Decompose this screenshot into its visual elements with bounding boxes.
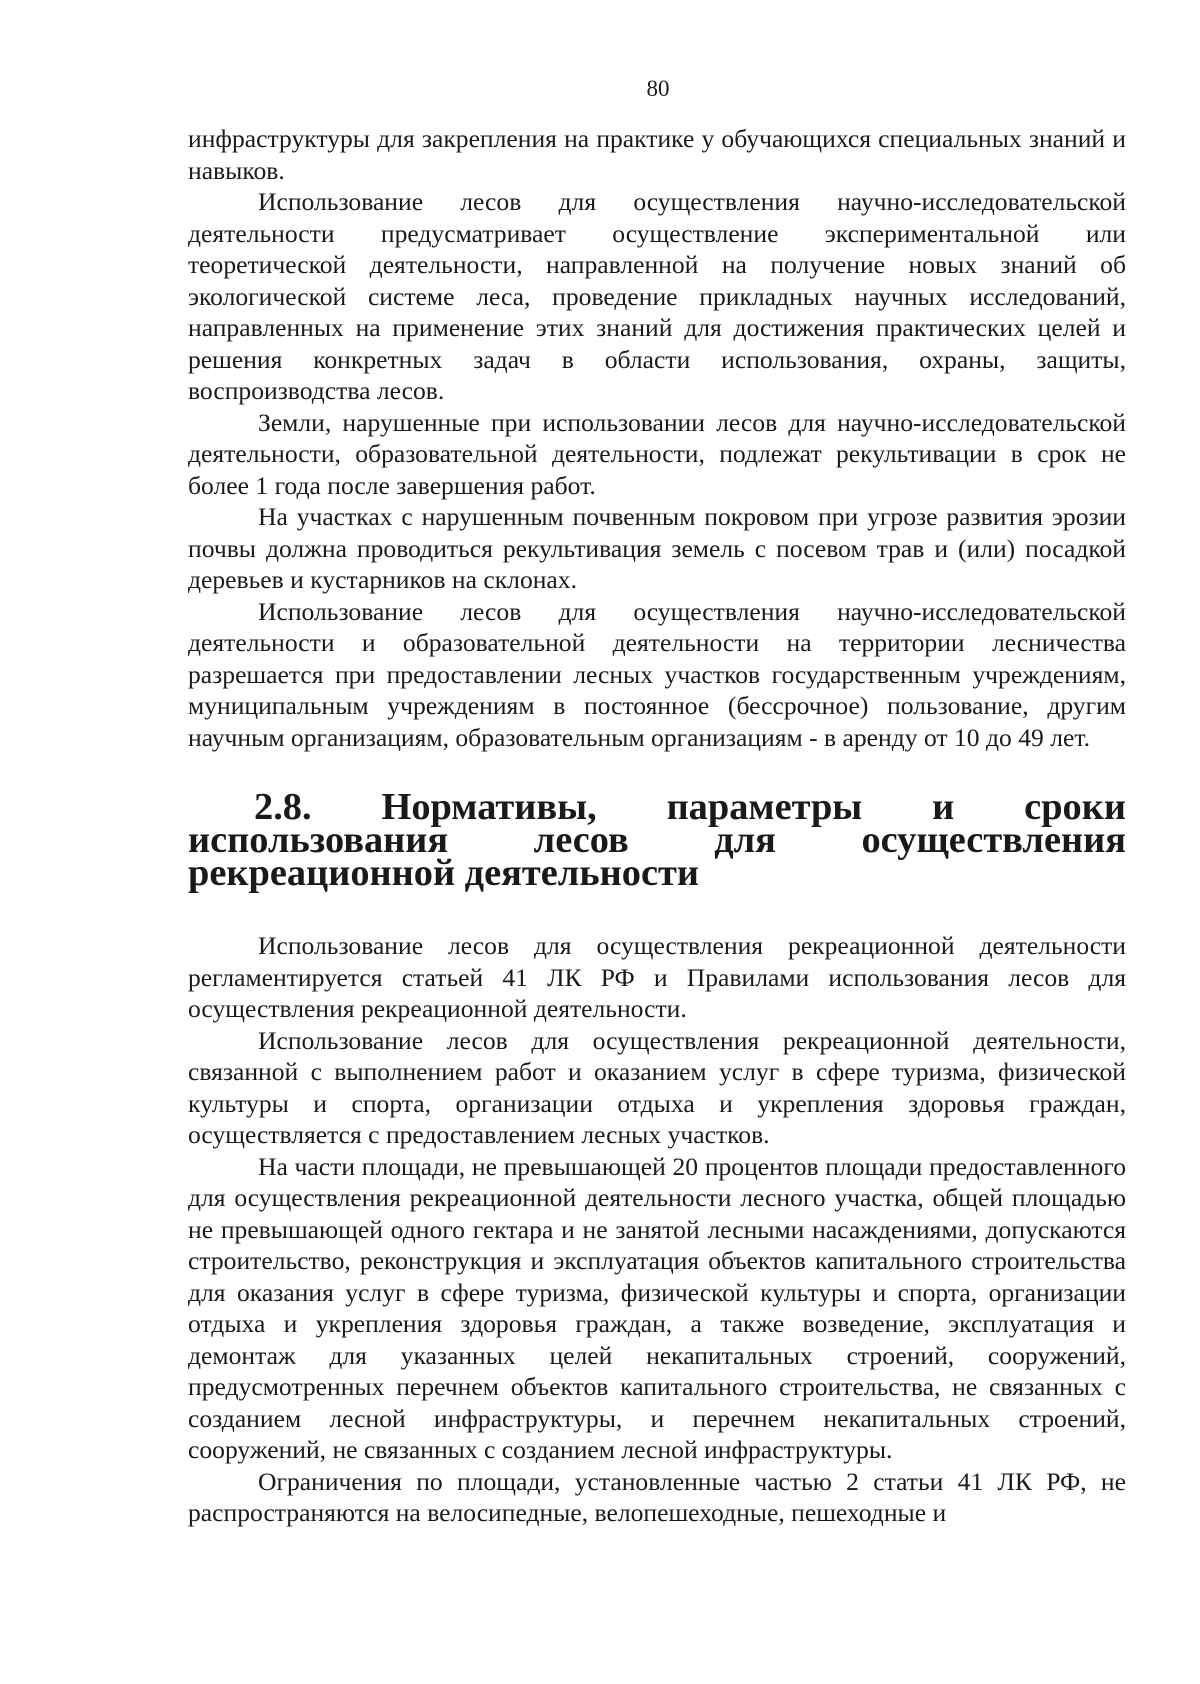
paragraph-plot-provision: Использование лесов для осуществления научно-исследовательской деятельности и образовательной деятельности на территории лесничества разрешается при предоставлении лесных участков государственным учреждениям, муниципальным учреждениям в постоянное (бессрочное) пользование, другим научным организациям, образовательным организациям - в аренду от 10 до 49 лет. [188,596,1126,752]
paragraph-area-restrictions: Ограничения по площади, установленные частью 2 статьи 41 ЛК РФ, не распространяются на велосипедные, велопешеходные, пешеходные и [188,1466,1126,1527]
paragraph-recreation-regulation: Использование лесов для осуществления рекреационной деятельности регламентируется статьей 41 ЛК РФ и Правилами использования лесов для осуществления рекреационной деятельности. [188,931,1126,1023]
paragraph-construction-limits: На части площади, не превышающей 20 процентов площади предоставленного для осуществления рекреационной деятельности лесного участка, общей площадью не превышающей одного гектара и не занятой лесными насаждениями, допускаются строительство, реконструкция и эксплуатация объектов капитального строительства для оказания услуг в сфере туризма, физической культуры и спорта, организации отдыха и укрепления здоровья граждан, а также возведение, эксплуатация и демонтаж для указанных целей некапитальных строений, сооружений, предусмотренных перечнем объектов капитального строительства, не связанных с созданием лесной инфраструктуры, и перечнем некапитальных строений, сооружений, не связанных с созданием лесной инфраструктуры. [188,1151,1126,1464]
document-body [188,123,1126,1529]
page-number: 80 [646,76,670,101]
paragraph-soil-erosion: На участках с нарушенным почвенным покровом при угрозе развития эрозии почвы должна проводиться рекультивация земель с посевом трав и (или) посадкой деревьев и кустарников на склонах. [188,502,1126,594]
paragraph-research-use: Использование лесов для осуществления научно-исследовательской деятельности предусматривает осуществление экспериментальной или теоретической деятельности, направленной на получение новых знаний об экологической системе леса, проведение прикладных научных исследований, направленных на применение этих знаний для достижения практических целей и решения конкретных задач в области использования, охраны, защиты, воспроизводства лесов. [188,187,1126,405]
section-heading: 2.8. Нормативы, параметры и сроки использования лесов для осуществления рекреационной деятельности [188,786,1126,894]
paragraph-recreation-services: Использование лесов для осуществления рекреационной деятельности, связанной с выполнением работ и оказанием услуг в сфере туризма, физической культуры и спорта, организации отдыха и укрепления здоровья граждан, осуществляется с предоставлением лесных участков. [188,1025,1126,1149]
paragraph-continuation: инфраструктуры для закрепления на практике у обучающихся специальных знаний и навыков. [188,124,1126,185]
paragraph-land-recultivation: Земли, нарушенные при использовании лесов для научно-исследовательской деятельности, образовательной деятельности, подлежат рекультивации в срок не более 1 года после завершения работ. [188,407,1126,500]
